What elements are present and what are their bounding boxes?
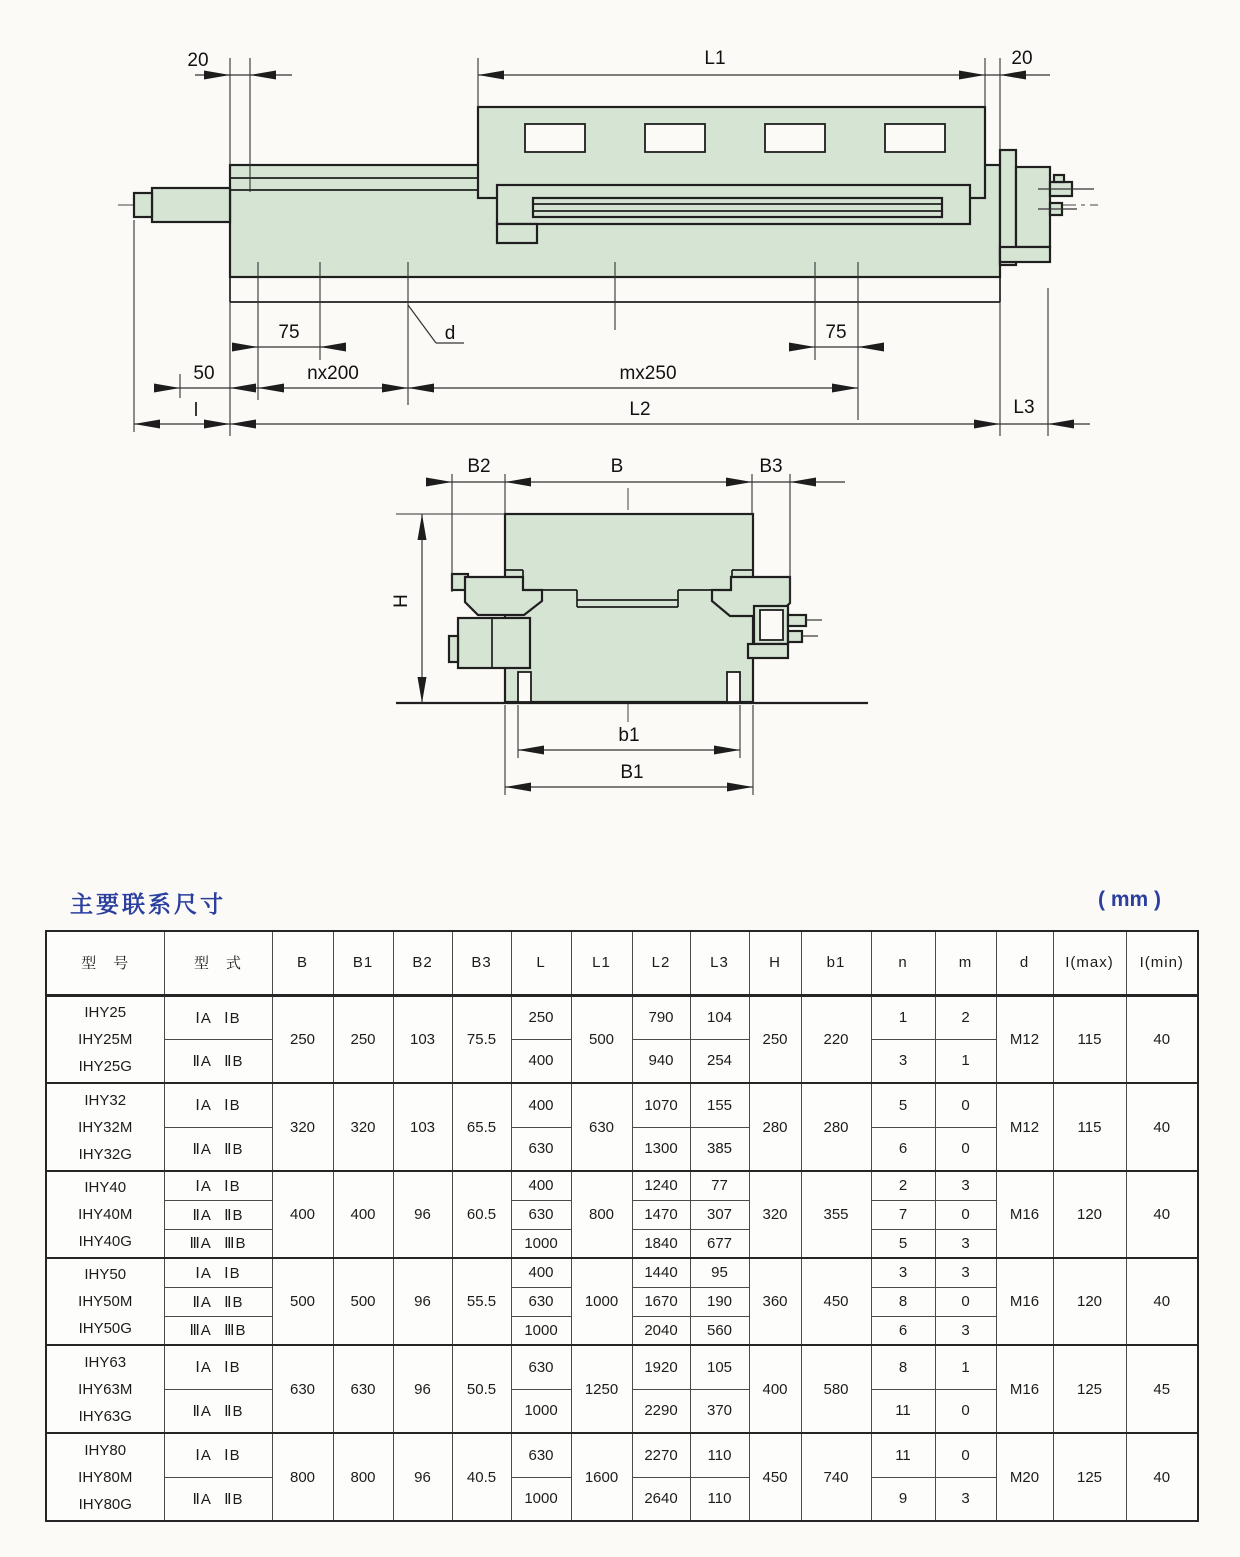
- cell: 1920: [632, 1345, 690, 1389]
- cell: 0: [935, 1287, 996, 1316]
- end-bracket-step: [1000, 247, 1050, 262]
- cell: 320: [272, 1083, 333, 1171]
- dim-label-b1: b1: [618, 725, 640, 746]
- spec-table: [45, 930, 1199, 1522]
- cell: 940: [632, 1039, 690, 1083]
- cell: 96: [393, 1345, 452, 1433]
- cell: 250: [272, 995, 333, 1083]
- dim-label-mx250: mx250: [619, 363, 677, 384]
- screw-support-block: [497, 224, 537, 243]
- cell: ⅡA ⅡB: [164, 1200, 272, 1229]
- cell: 1000: [571, 1258, 632, 1345]
- cell: 3: [935, 1258, 996, 1287]
- cell: 400: [511, 1171, 571, 1200]
- dim-label-20-left: 20: [187, 50, 209, 71]
- table-row: [46, 1083, 1198, 1127]
- cell: 2270: [632, 1433, 690, 1477]
- dim-label-75-left: 75: [278, 322, 300, 343]
- col-header-B: B: [272, 931, 333, 995]
- cell: IHY80 IHY80M IHY80G: [46, 1433, 164, 1521]
- col-header-L2: L2: [632, 931, 690, 995]
- cell: 2: [871, 1171, 935, 1200]
- cell: 630: [272, 1345, 333, 1433]
- cell: 0: [935, 1200, 996, 1229]
- cell: 250: [749, 995, 801, 1083]
- cell: ⅠA ⅠB: [164, 1345, 272, 1389]
- cell: 1000: [511, 1316, 571, 1345]
- cell: 677: [690, 1229, 749, 1258]
- dim-label-L1: L1: [704, 48, 726, 69]
- cell: 1250: [571, 1345, 632, 1433]
- clamp-stud: [788, 615, 806, 626]
- cell: 800: [333, 1433, 393, 1521]
- screw-tip: [134, 193, 152, 217]
- base-slot: [727, 672, 740, 702]
- col-header-d: d: [996, 931, 1053, 995]
- cell: ⅠA ⅠB: [164, 1258, 272, 1287]
- cell: IHY25 IHY25M IHY25G: [46, 995, 164, 1083]
- cell: 1: [935, 1345, 996, 1389]
- col-header-n: n: [871, 931, 935, 995]
- cell: 3: [935, 1477, 996, 1521]
- col-header-Imax: I(max): [1053, 931, 1126, 995]
- dim-label-L3: L3: [1013, 397, 1035, 418]
- cell: 250: [511, 995, 571, 1039]
- table-row: [46, 1433, 1198, 1477]
- end-bracket: [1016, 167, 1050, 247]
- cell: 103: [393, 995, 452, 1083]
- cell: 60.5: [452, 1171, 511, 1258]
- cell: 630: [511, 1287, 571, 1316]
- dim-label-nx200: nx200: [307, 363, 359, 384]
- cell: M16: [996, 1258, 1053, 1345]
- col-header-B2: B2: [393, 931, 452, 995]
- cell: 280: [749, 1083, 801, 1171]
- cell: 400: [272, 1171, 333, 1258]
- dim-label-H: H: [391, 594, 412, 608]
- cell: 45: [1126, 1345, 1198, 1433]
- carriage-slot: [645, 124, 705, 152]
- cell: 3: [871, 1258, 935, 1287]
- cell: 0: [935, 1127, 996, 1171]
- cell: 630: [511, 1200, 571, 1229]
- cell: 40.5: [452, 1433, 511, 1521]
- cell: ⅢA ⅢB: [164, 1316, 272, 1345]
- side-view: [118, 48, 1098, 436]
- lead-screw-left-end: [152, 188, 230, 222]
- cell: ⅡA ⅡB: [164, 1039, 272, 1083]
- cell: 8: [871, 1287, 935, 1316]
- col-header-L: L: [511, 931, 571, 995]
- cell: M20: [996, 1433, 1053, 1521]
- cell: 0: [935, 1389, 996, 1433]
- cell: 115: [1053, 995, 1126, 1083]
- carriage-slot: [885, 124, 945, 152]
- cell: ⅠA ⅠB: [164, 1171, 272, 1200]
- dim-label-L2: L2: [629, 399, 651, 420]
- cell: 800: [272, 1433, 333, 1521]
- cell: 190: [690, 1287, 749, 1316]
- cell: 125: [1053, 1433, 1126, 1521]
- cell: ⅠA ⅠB: [164, 995, 272, 1039]
- cell: 1840: [632, 1229, 690, 1258]
- cell: 104: [690, 995, 749, 1039]
- dim-label-l: l: [193, 400, 199, 421]
- cell: 95: [690, 1258, 749, 1287]
- cell: 250: [333, 995, 393, 1083]
- cell: 1000: [511, 1229, 571, 1258]
- spec-table-body: [46, 995, 1198, 1521]
- cell: M16: [996, 1171, 1053, 1258]
- cell: 500: [571, 995, 632, 1083]
- cell: ⅠA ⅠB: [164, 1083, 272, 1127]
- cell: IHY50 IHY50M IHY50G: [46, 1258, 164, 1345]
- cell: 125: [1053, 1345, 1126, 1433]
- cell: M16: [996, 1345, 1053, 1433]
- header-row: [46, 931, 1198, 995]
- col-header-L3: L3: [690, 931, 749, 995]
- cell: 110: [690, 1433, 749, 1477]
- cell: ⅡA ⅡB: [164, 1389, 272, 1433]
- spec-table-section: [0, 930, 1240, 1522]
- cell: 8: [871, 1345, 935, 1389]
- cell: ⅠA ⅠB: [164, 1433, 272, 1477]
- cell: 320: [333, 1083, 393, 1171]
- cell: M12: [996, 1083, 1053, 1171]
- section-body: [505, 514, 753, 702]
- cell: 355: [801, 1171, 871, 1258]
- cell: 1470: [632, 1200, 690, 1229]
- cell: 630: [511, 1433, 571, 1477]
- cell: 630: [571, 1083, 632, 1171]
- left-clamp-block: [458, 618, 530, 668]
- cell: 3: [935, 1229, 996, 1258]
- cell: 1240: [632, 1171, 690, 1200]
- cell: 96: [393, 1433, 452, 1521]
- cell: 11: [871, 1433, 935, 1477]
- cell: 1300: [632, 1127, 690, 1171]
- table-row: [46, 1345, 1198, 1389]
- cell: 2290: [632, 1389, 690, 1433]
- carriage-slot: [765, 124, 825, 152]
- cell: 77: [690, 1171, 749, 1200]
- cell: 2640: [632, 1477, 690, 1521]
- cell: ⅡA ⅡB: [164, 1477, 272, 1521]
- cell: 0: [935, 1083, 996, 1127]
- cell: 370: [690, 1389, 749, 1433]
- cell: 2: [935, 995, 996, 1039]
- cell: 5: [871, 1229, 935, 1258]
- cell: 1000: [511, 1477, 571, 1521]
- cell: 740: [801, 1433, 871, 1521]
- cell: 155: [690, 1083, 749, 1127]
- cell: 500: [272, 1258, 333, 1345]
- cell: 50.5: [452, 1345, 511, 1433]
- cell: 40: [1126, 1171, 1198, 1258]
- cell: 1670: [632, 1287, 690, 1316]
- cell: 1440: [632, 1258, 690, 1287]
- cell: 55.5: [452, 1258, 511, 1345]
- cell: 6: [871, 1127, 935, 1171]
- clamp-stud: [788, 631, 802, 642]
- table-row: [46, 1171, 1198, 1200]
- cell: 1: [871, 995, 935, 1039]
- cell: 630: [511, 1127, 571, 1171]
- dim-label-50: 50: [193, 363, 215, 384]
- cell: 1000: [511, 1389, 571, 1433]
- col-header-B1: B1: [333, 931, 393, 995]
- left-clamp-lug: [449, 636, 458, 662]
- cell: 110: [690, 1477, 749, 1521]
- cell: 400: [511, 1039, 571, 1083]
- cell: 580: [801, 1345, 871, 1433]
- cell: ⅢA ⅢB: [164, 1229, 272, 1258]
- cell: 400: [511, 1083, 571, 1127]
- cell: 1070: [632, 1083, 690, 1127]
- cell: 3: [935, 1316, 996, 1345]
- cell: 450: [801, 1258, 871, 1345]
- cell: ⅡA ⅡB: [164, 1127, 272, 1171]
- cell: 560: [690, 1316, 749, 1345]
- cell: 105: [690, 1345, 749, 1389]
- cell: 120: [1053, 1171, 1126, 1258]
- dim-label-75-right: 75: [825, 322, 847, 343]
- cell: 7: [871, 1200, 935, 1229]
- cell: 400: [333, 1171, 393, 1258]
- cell: 280: [801, 1083, 871, 1171]
- cell: 5: [871, 1083, 935, 1127]
- cell: 790: [632, 995, 690, 1039]
- cell: M12: [996, 995, 1053, 1083]
- carriage-slot: [525, 124, 585, 152]
- cell: 450: [749, 1433, 801, 1521]
- cell: 400: [749, 1345, 801, 1433]
- cell: 1600: [571, 1433, 632, 1521]
- cell: 40: [1126, 1433, 1198, 1521]
- cell: 400: [511, 1258, 571, 1287]
- cell: 65.5: [452, 1083, 511, 1171]
- col-header-type: 型 式: [164, 931, 272, 995]
- cell: 115: [1053, 1083, 1126, 1171]
- dim-label-B3: B3: [759, 456, 783, 477]
- unit-label: ( mm ): [1098, 888, 1161, 911]
- cell: 1: [935, 1039, 996, 1083]
- dim-label-d: d: [444, 323, 456, 344]
- cell: 75.5: [452, 995, 511, 1083]
- cell: 500: [333, 1258, 393, 1345]
- dim-label-B: B: [610, 456, 624, 477]
- cell: ⅡA ⅡB: [164, 1287, 272, 1316]
- col-header-H: H: [749, 931, 801, 995]
- cell: 6: [871, 1316, 935, 1345]
- cell: 800: [571, 1171, 632, 1258]
- cell: IHY63 IHY63M IHY63G: [46, 1345, 164, 1433]
- dim-label-B2: B2: [467, 456, 491, 477]
- cell: 103: [393, 1083, 452, 1171]
- col-header-Imin: I(min): [1126, 931, 1198, 995]
- cell: 40: [1126, 995, 1198, 1083]
- cell: 11: [871, 1389, 935, 1433]
- cell: 360: [749, 1258, 801, 1345]
- cell: 630: [333, 1345, 393, 1433]
- cell: 385: [690, 1127, 749, 1171]
- lead-screw: [533, 198, 942, 217]
- cell: 220: [801, 995, 871, 1083]
- cell: IHY40 IHY40M IHY40G: [46, 1171, 164, 1258]
- base-slot: [518, 672, 531, 702]
- cell: 40: [1126, 1258, 1198, 1345]
- cell: 320: [749, 1171, 801, 1258]
- col-header-b1: b1: [801, 931, 871, 995]
- cell: 2040: [632, 1316, 690, 1345]
- cell: 630: [511, 1345, 571, 1389]
- cell: 3: [871, 1039, 935, 1083]
- cell: 0: [935, 1433, 996, 1477]
- cell: 96: [393, 1171, 452, 1258]
- col-header-B3: B3: [452, 931, 511, 995]
- cell: 120: [1053, 1258, 1126, 1345]
- col-header-m: m: [935, 931, 996, 995]
- col-header-model: 型 号: [46, 931, 164, 995]
- section-view: [391, 456, 868, 795]
- table-row: [46, 1258, 1198, 1287]
- cell: 40: [1126, 1083, 1198, 1171]
- right-clamp-step: [748, 644, 788, 658]
- cell: IHY32 IHY32M IHY32G: [46, 1083, 164, 1171]
- cell: 3: [935, 1171, 996, 1200]
- dim-label-B1: B1: [620, 762, 644, 783]
- dim-label-20-right: 20: [1011, 48, 1033, 69]
- cell: 96: [393, 1258, 452, 1345]
- col-header-L1: L1: [571, 931, 632, 995]
- cell: 9: [871, 1477, 935, 1521]
- table-row: [46, 995, 1198, 1039]
- cell: 254: [690, 1039, 749, 1083]
- right-clamp-window: [760, 610, 783, 640]
- cell: 307: [690, 1200, 749, 1229]
- table-title: 主要联系尺寸: [70, 891, 226, 917]
- adjust-screw-cap: [1054, 175, 1064, 182]
